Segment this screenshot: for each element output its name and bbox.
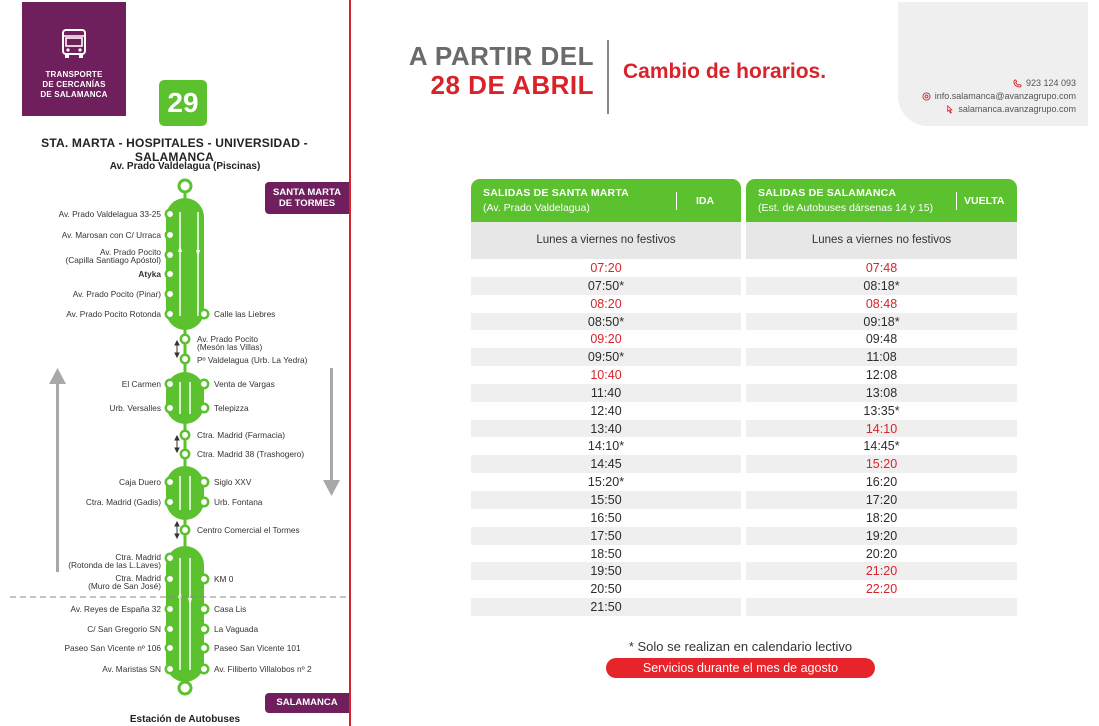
time-row: 22:20 [865, 582, 898, 597]
time-row: 09:50* [471, 348, 741, 366]
phone-icon [1013, 79, 1022, 88]
panel-divider [349, 0, 351, 726]
stop-label: Av. Prado Pocito (Capilla Santiago Apóstol) [65, 247, 161, 265]
contact-web[interactable]: salamanca.avanzagrupo.com [945, 104, 1076, 114]
line-number-badge: 29 [159, 80, 207, 126]
time-row: 17:20 [746, 491, 1017, 509]
stop-label: Av. Maristas SN [102, 664, 161, 674]
time-row: 09:48 [865, 332, 898, 347]
time-row: 14:45 [471, 455, 741, 473]
stop-label: Av. Prado Pocito (Mesón las Villas) [197, 334, 263, 352]
header-divider [607, 40, 609, 114]
terminal-top: Av. Prado Valdelagua (Piscinas) [109, 161, 261, 172]
time-row: 12:40 [590, 403, 622, 418]
stop-label: Siglo XXV [214, 477, 252, 487]
time-row: 15:20* [587, 475, 625, 490]
stop-label: Av. Prado Pocito Rotonda [66, 309, 161, 319]
zone-tag-santa-marta: SANTA MARTA DE TORMES [265, 182, 349, 214]
time-row: 18:50 [590, 546, 622, 561]
ida-days: Lunes a viernes no festivos [471, 222, 741, 259]
contact-phone: 923 124 093 [1013, 78, 1076, 88]
time-row: 20:20 [865, 546, 898, 561]
time-row: 13:40 [471, 420, 741, 438]
route-title: STA. MARTA - HOSPITALES - UNIVERSIDAD - SALAMANCA [41, 136, 308, 164]
stop-label: Av. Filiberto Villalobos nº 2 [214, 664, 312, 674]
time-row [746, 598, 1017, 616]
time-row: 07:48 [865, 261, 898, 275]
vuelta-direction: VUELTA [964, 195, 1005, 207]
footnote: * Solo se realizan en calendario lectivo [628, 639, 853, 654]
ida-header [471, 179, 741, 222]
brand-box [22, 2, 126, 116]
time-row: 11:08 [746, 348, 1017, 366]
stop-label: La Vaguada [214, 624, 259, 634]
vuelta-header [746, 179, 1017, 222]
stop-label: Urb. Versalles [109, 403, 161, 413]
route-diagram [0, 150, 352, 726]
stop-label: KM 0 [214, 574, 234, 584]
ida-title: SALIDAS DE SANTA MARTA [483, 187, 629, 199]
time-row: 08:48 [865, 296, 898, 311]
time-row: 09:20 [590, 332, 622, 347]
time-row: 14:45* [863, 439, 900, 454]
time-row: 17:50 [471, 527, 741, 545]
ida-direction: IDA [696, 195, 715, 207]
stop-label: Venta de Vargas [214, 379, 275, 389]
stop-label: Av. Prado Pocito (Pinar) [72, 289, 161, 299]
vuelta-days: Lunes a viernes no festivos [746, 222, 1017, 259]
ida-header-divider [676, 192, 677, 210]
time-row: 20:50 [590, 582, 622, 597]
contact-box [898, 2, 1088, 126]
stop-label: Ctra. Madrid 38 (Trashogero) [197, 449, 305, 459]
time-row: 10:40 [590, 368, 622, 383]
stop-label: Paseo San Vicente 101 [214, 643, 301, 653]
ida-subtitle: (Av. Prado Valdelagua) [483, 202, 590, 214]
headline [400, 42, 594, 100]
time-row: 13:08 [746, 384, 1017, 402]
stop-label: Av. Reyes de España 32 [70, 604, 161, 614]
time-row: 21:20 [746, 562, 1017, 580]
stop-label: Av. Marosan con C/ Urraca [61, 230, 161, 240]
stop-label: Telepizza [214, 403, 249, 413]
time-row: 07:50* [471, 277, 741, 295]
stop-label: Ctra. Madrid (Gadis) [85, 497, 161, 507]
bus-icon [60, 28, 88, 60]
august-services-button[interactable]: Servicios durante el mes de agosto [606, 658, 875, 678]
brand-text: TRANSPORTE DE CERCANÍAS DE SALAMANCA [40, 70, 108, 99]
headline-line2: 28 DE ABRIL [430, 70, 594, 100]
time-row: 15:20 [746, 455, 1017, 473]
at-icon [922, 92, 931, 101]
ida-times-list [471, 259, 741, 616]
stop-label: Atyka [138, 269, 161, 279]
vuelta-times-list [746, 259, 1017, 616]
time-row: 08:50* [471, 313, 741, 331]
time-row: 19:20 [746, 527, 1017, 545]
time-row: 19:50 [471, 562, 741, 580]
stop-label: Ctra. Madrid (Rotonda de las L.Laves) [68, 552, 161, 570]
time-row: 16:20 [865, 475, 898, 490]
stop-label: Caja Duero [119, 477, 161, 487]
vuelta-title: SALIDAS DE SALAMANCA [758, 187, 897, 199]
stop-label: Ctra. Madrid (Farmacia) [197, 430, 286, 440]
stop-label: Ctra. Madrid (Muro de San José) [88, 573, 161, 591]
stop-label: Av. Prado Valdelagua 33-25 [58, 209, 161, 219]
time-row: 18:20 [865, 510, 898, 525]
stop-label: El Carmen [121, 379, 161, 389]
terminal-bottom: Estación de Autobuses [129, 714, 241, 725]
headline-line1: A PARTIR DEL [408, 41, 594, 71]
stop-label: Casa Lis [214, 604, 247, 614]
zone-tag-salamanca: SALAMANCA [265, 693, 349, 713]
stop-label: Paseo San Vicente nº 106 [64, 643, 161, 653]
time-row: 15:50 [471, 491, 741, 509]
stop-label: Urb. Fontana [214, 497, 263, 507]
vuelta-subtitle: (Est. de Autobuses dársenas 14 y 15) [758, 202, 934, 214]
contact-email[interactable]: info.salamanca@avanzagrupo.com [922, 91, 1076, 101]
route-map-panel [0, 0, 352, 726]
stop-label: C/ San Gregorio SN [87, 624, 161, 634]
time-row: 16:50 [590, 510, 622, 525]
time-row: 14:10* [587, 439, 625, 454]
page-subtitle: Cambio de horarios. [623, 60, 827, 83]
pointer-icon [945, 105, 954, 114]
stop-label: Pº Valdelagua (Urb. La Yedra) [197, 355, 308, 365]
stop-label: Centro Comercial el Tormes [197, 525, 300, 535]
time-row: 09:18* [746, 313, 1017, 331]
stop-label: Calle las Liebres [214, 309, 276, 319]
vuelta-header-divider [956, 192, 957, 210]
time-row: 07:20 [590, 261, 622, 275]
time-row: 14:10 [746, 420, 1017, 438]
time-row: 08:20 [590, 296, 622, 311]
time-row: 13:35* [863, 403, 900, 418]
time-row: 12:08 [865, 368, 898, 383]
time-row: 08:18* [746, 277, 1017, 295]
time-row: 11:40 [471, 384, 741, 402]
time-row: 21:50 [471, 598, 741, 616]
